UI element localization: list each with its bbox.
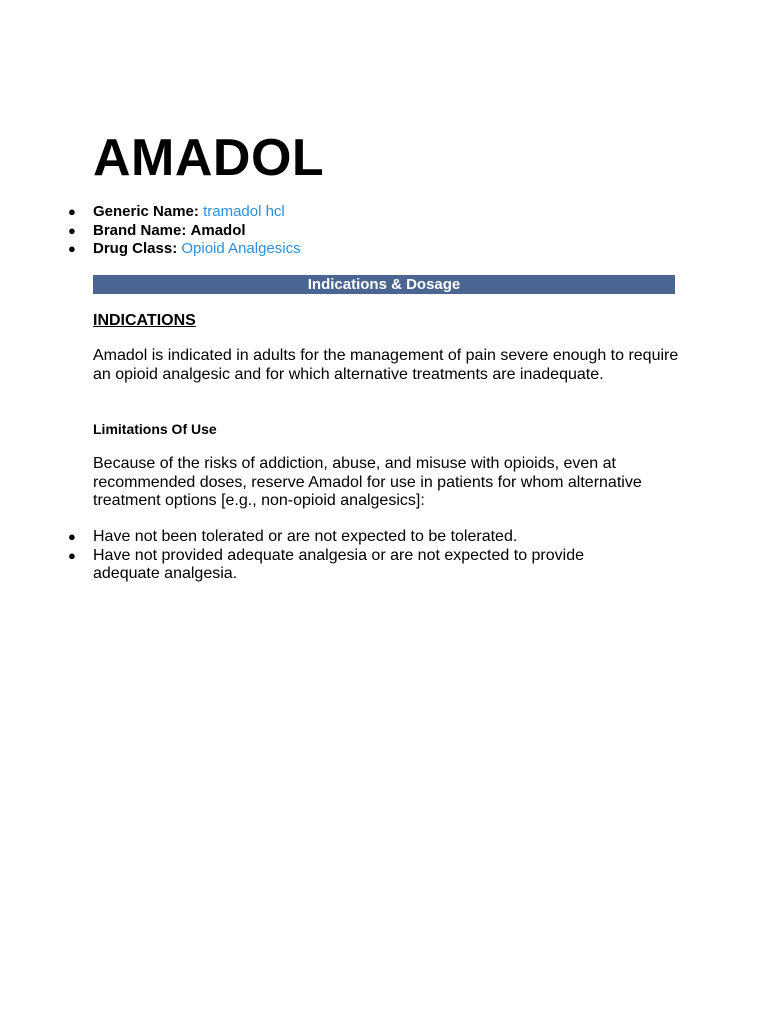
info-item-generic-name [0,203,301,222]
indications-paragraph: Amadol is indicated in adults for the management of pain severe enough to require an opioid analgesic and for which alternative treatments are inadequate. [93,347,679,383]
limitations-heading: Limitations Of Use [93,421,217,437]
bullet-icon: ● [68,204,76,219]
list-item [0,528,653,547]
drug-info-list [0,203,301,259]
section-header-bar: Indications & Dosage [93,275,675,294]
bullet-icon: ● [68,241,76,257]
list-item-text: Have not been tolerated or are not expected to be tolerated. [93,528,518,545]
bullet-icon: ● [68,222,76,238]
list-item-text: Have not provided adequate analgesia or are not expected to provide adequate analgesia. [93,546,585,583]
info-label: Drug Class: [93,240,178,258]
info-label: Generic Name: [93,203,199,220]
info-item-drug-class [0,240,301,259]
brand-name-value: Amadol [190,221,246,239]
info-label: Brand Name: [93,221,187,239]
drug-class-link[interactable]: Opioid Analgesics [181,240,301,258]
info-item-brand-name [0,222,301,241]
list-item [0,547,653,584]
indications-heading: INDICATIONS [93,312,196,329]
limitations-paragraph: Because of the risks of addiction, abuse, and misuse with opioids, even at recommended doses, reserve Amadol for use in patients for whom alternative treatment options [e.g., non-opioid analgesics]: [93,455,642,510]
generic-name-link[interactable]: tramadol hcl [203,203,285,220]
bullet-icon: ● [68,547,76,563]
page-title: AMADOL [93,129,325,187]
limitations-list [0,528,653,584]
bullet-icon: ● [68,529,76,544]
